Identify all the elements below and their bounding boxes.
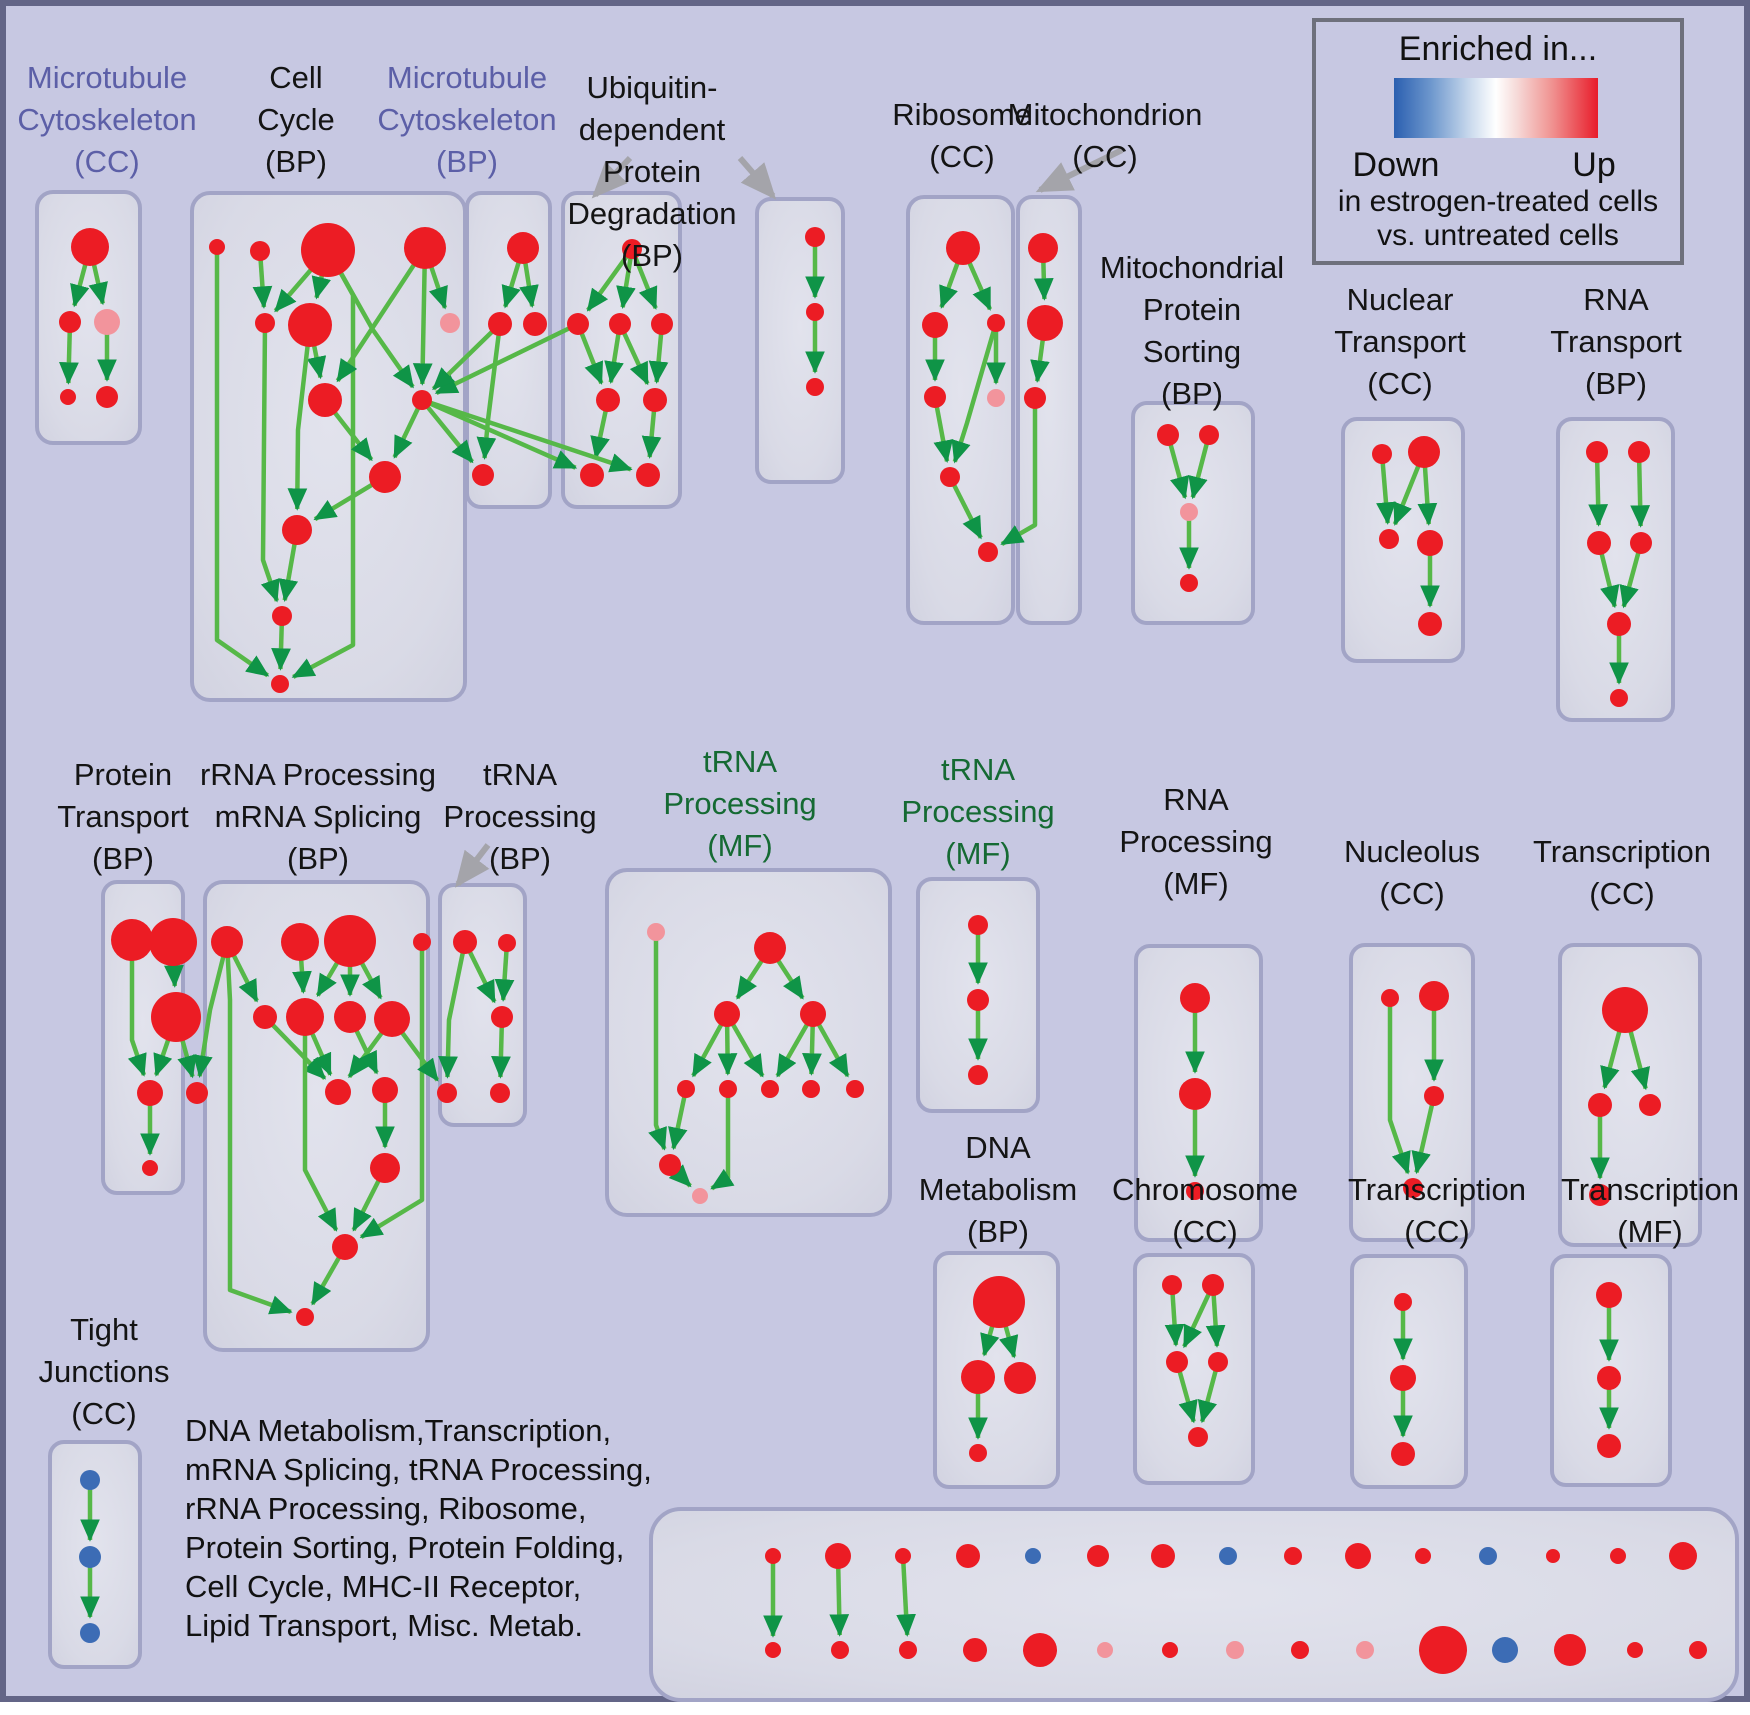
go-term-node-ubiquitin-degradation-bp-1-5 <box>643 388 667 412</box>
go-term-node-cell-cycle-bp-12 <box>271 675 289 693</box>
go-term-node-trna-processing-bp-0 <box>453 930 477 954</box>
go-term-node-misc-terms-box-25 <box>1419 1626 1467 1674</box>
legend-up-label: Up <box>1572 146 1616 184</box>
go-term-node-microtubule-cytoskeleton-cc-3 <box>60 389 76 405</box>
go-term-node-misc-terms-box-1 <box>825 1543 851 1569</box>
go-term-node-misc-terms-box-21 <box>1162 1642 1178 1658</box>
cluster-label-line: Transcription <box>1560 1172 1740 1207</box>
go-term-node-misc-terms-box-26 <box>1492 1637 1518 1663</box>
go-term-node-misc-terms-box-16 <box>831 1641 849 1659</box>
go-term-node-chromosome-cc-1 <box>1202 1274 1224 1296</box>
go-term-node-ribosome-cc-2 <box>987 314 1005 332</box>
cluster-box-microtubule-cytoskeleton-bp <box>467 193 550 507</box>
go-term-node-microtubule-cytoskeleton-cc-2 <box>94 309 120 335</box>
go-term-node-microtubule-cytoskeleton-bp-0 <box>507 232 539 264</box>
edge-arrow-rna-transport-bp <box>1639 452 1641 526</box>
go-term-node-transcription-mf-2 <box>1597 1434 1621 1458</box>
cluster-label-line: (MF) <box>707 828 773 863</box>
go-term-node-ubiquitin-degradation-bp-1-6 <box>580 463 604 487</box>
go-term-node-trna-processing-mf-large-6 <box>761 1080 779 1098</box>
go-term-node-misc-terms-box-29 <box>1689 1641 1707 1659</box>
go-term-node-trna-processing-bp-3 <box>437 1083 457 1103</box>
go-term-node-ubiquitin-degradation-bp-2-2 <box>806 378 824 396</box>
go-term-node-misc-terms-box-24 <box>1356 1641 1374 1659</box>
go-term-node-rrna-processing-mrna-splicing-bp-7 <box>374 1001 410 1037</box>
cluster-label-line: Microtubule <box>386 60 548 95</box>
cluster-label-line: Protein <box>602 154 702 189</box>
go-term-node-trna-processing-mf-large-9 <box>659 1154 681 1176</box>
go-term-node-ribosome-cc-1 <box>922 312 948 338</box>
go-term-node-rrna-processing-mrna-splicing-bp-11 <box>370 1153 400 1183</box>
cluster-label-line: Nucleolus <box>1343 834 1481 869</box>
go-term-node-chromosome-cc-2 <box>1166 1351 1188 1373</box>
go-term-node-tight-junctions-cc-1 <box>79 1546 101 1568</box>
go-term-node-trna-processing-mf-small-1 <box>967 989 989 1011</box>
legend-caption-line2: vs. untreated cells <box>1377 219 1619 252</box>
go-term-node-transcription-cc-lower-2 <box>1391 1442 1415 1466</box>
go-term-node-mitochondrion-cc-1 <box>1027 305 1063 341</box>
misc-terms-note <box>185 1411 652 1645</box>
go-term-node-nucleolus-cc-1 <box>1419 981 1449 1011</box>
go-term-node-tight-junctions-cc-0 <box>80 1470 100 1490</box>
cluster-label-line: Mitochondrion <box>1007 97 1203 132</box>
cluster-label-line: (BP) <box>1584 366 1647 401</box>
go-term-node-misc-terms-box-28 <box>1627 1642 1643 1658</box>
go-term-node-misc-terms-box-0 <box>765 1548 781 1564</box>
legend-down-label: Down <box>1352 146 1440 184</box>
go-term-node-rrna-processing-mrna-splicing-bp-2 <box>324 915 376 967</box>
go-term-node-rrna-processing-mrna-splicing-bp-3 <box>413 933 431 951</box>
cluster-label-line: Ribosome <box>892 97 1032 132</box>
go-term-node-dna-metabolism-bp-3 <box>969 1444 987 1462</box>
cluster-box-ubiquitin-degradation-bp-2 <box>757 199 843 482</box>
cluster-label-line: Processing <box>1119 824 1273 859</box>
go-term-node-trna-processing-mf-large-3 <box>800 1001 826 1027</box>
cluster-label-line: (BP) <box>91 841 154 876</box>
cluster-label-line: Processing <box>901 794 1055 829</box>
cluster-label-line: Ubiquitin- <box>586 70 718 105</box>
cluster-label-line: tRNA <box>702 744 778 779</box>
cluster-label-line: (MF) <box>945 836 1011 871</box>
go-term-node-nuclear-transport-cc-2 <box>1379 529 1399 549</box>
cluster-label-line: Cell <box>269 60 323 95</box>
go-term-node-rrna-processing-mrna-splicing-bp-9 <box>325 1079 351 1105</box>
cluster-label-line: rRNA Processing <box>199 757 437 792</box>
cluster-label-line: (BP) <box>488 841 551 876</box>
cluster-label-line: (BP) <box>621 238 683 273</box>
cluster-label-line: RNA <box>1583 282 1649 317</box>
go-term-node-mitochondrial-protein-sorting-bp-3 <box>1180 574 1198 592</box>
cluster-label-line: (CC) <box>1072 139 1138 174</box>
go-term-node-rna-processing-mf-2 <box>1186 1182 1204 1200</box>
cluster-label-line: (CC) <box>71 1396 137 1431</box>
go-term-node-cell-cycle-bp-10 <box>282 515 312 545</box>
go-term-node-transcription-cc-upper-3 <box>1589 1184 1611 1206</box>
go-term-node-rrna-processing-mrna-splicing-bp-5 <box>286 998 324 1036</box>
cluster-label-line: Mitochondrial <box>1099 250 1285 285</box>
go-term-node-protein-transport-bp-1 <box>149 918 197 966</box>
legend-title: Enriched in... <box>1398 30 1598 68</box>
go-term-node-cell-cycle-bp-6 <box>440 313 460 333</box>
cluster-label-line: dependent <box>578 112 726 147</box>
cluster-label-line: Cycle <box>257 102 335 137</box>
go-term-node-misc-terms-box-18 <box>963 1638 987 1662</box>
go-term-node-trna-processing-bp-1 <box>498 934 516 952</box>
cluster-label-line: Transport <box>1334 324 1466 359</box>
cluster-label-line: (CC) <box>74 144 140 179</box>
cluster-label-line: Microtubule <box>26 60 188 95</box>
cluster-label-line: (MF) <box>1617 1214 1683 1249</box>
go-term-node-microtubule-cytoskeleton-cc-1 <box>59 311 81 333</box>
cluster-label-line: Sorting <box>1142 334 1242 369</box>
cluster-label-line: Processing <box>443 799 597 834</box>
go-term-node-ubiquitin-degradation-bp-1-3 <box>651 313 673 335</box>
go-term-node-rrna-processing-mrna-splicing-bp-8 <box>186 1082 208 1104</box>
go-term-node-chromosome-cc-3 <box>1208 1352 1228 1372</box>
go-term-node-trna-processing-mf-large-4 <box>677 1080 695 1098</box>
go-term-node-rna-transport-bp-0 <box>1586 441 1608 463</box>
go-term-node-ubiquitin-degradation-bp-1-4 <box>596 388 620 412</box>
go-term-node-transcription-mf-0 <box>1596 1282 1622 1308</box>
cluster-label-line: Transcription <box>1347 1172 1527 1207</box>
misc-note-line: rRNA Processing, Ribosome, <box>185 1491 587 1526</box>
cluster-label-line: (CC) <box>1367 366 1433 401</box>
go-term-node-rna-transport-bp-3 <box>1630 532 1652 554</box>
go-term-node-misc-terms-box-9 <box>1345 1543 1371 1569</box>
cluster-label-line: Cytoskeleton <box>377 102 557 137</box>
cluster-label-line: Transcription <box>1532 834 1712 869</box>
go-term-node-trna-processing-mf-large-7 <box>802 1080 820 1098</box>
go-term-node-mitochondrial-protein-sorting-bp-0 <box>1157 424 1179 446</box>
go-term-node-trna-processing-mf-large-10 <box>692 1188 708 1204</box>
go-term-node-protein-transport-bp-0 <box>111 919 153 961</box>
go-term-node-protein-transport-bp-2 <box>151 992 201 1042</box>
legend-gradient-bar <box>1394 78 1598 138</box>
go-term-node-nucleolus-cc-0 <box>1381 989 1399 1007</box>
annotation-arrow-to-trna-bp-box <box>458 845 488 884</box>
cluster-label-line: tRNA <box>482 757 558 792</box>
go-term-node-nuclear-transport-cc-4 <box>1418 612 1442 636</box>
cluster-label-line: (MF) <box>1163 866 1229 901</box>
go-term-node-misc-terms-box-2 <box>895 1548 911 1564</box>
go-term-node-ubiquitin-degradation-bp-2-1 <box>806 303 824 321</box>
cluster-box-trna-processing-mf-large <box>607 870 890 1215</box>
go-term-node-microtubule-cytoskeleton-bp-3 <box>472 464 494 486</box>
go-term-node-cell-cycle-bp-7 <box>308 383 342 417</box>
cluster-label-line: Metabolism <box>918 1172 1078 1207</box>
cluster-box-nuclear-transport-cc <box>1343 419 1463 661</box>
misc-note-line: Protein Sorting, Protein Folding, <box>185 1530 625 1565</box>
annotation-arrow-to-ubdeg-right-box <box>740 158 773 196</box>
go-term-node-trna-processing-mf-small-0 <box>968 915 988 935</box>
misc-note-line: Cell Cycle, MHC-II Receptor, <box>185 1569 582 1604</box>
cluster-label-line: (CC) <box>1172 1214 1238 1249</box>
go-term-node-cell-cycle-bp-0 <box>209 239 225 255</box>
go-term-node-misc-terms-box-15 <box>765 1642 781 1658</box>
go-term-node-nucleolus-cc-3 <box>1403 1178 1423 1198</box>
go-term-node-trna-processing-mf-large-1 <box>754 932 786 964</box>
go-term-node-cell-cycle-bp-5 <box>288 303 332 347</box>
annotation-arrow-to-mitochondrion-box <box>1040 150 1122 190</box>
go-term-node-microtubule-cytoskeleton-cc-4 <box>96 386 118 408</box>
go-term-node-misc-terms-box-27 <box>1554 1634 1586 1666</box>
go-term-node-dna-metabolism-bp-0 <box>973 1276 1025 1328</box>
go-term-node-misc-terms-box-17 <box>899 1641 917 1659</box>
go-term-node-cell-cycle-bp-3 <box>404 227 446 269</box>
go-term-node-cell-cycle-bp-4 <box>255 313 275 333</box>
cluster-label-line: DNA <box>965 1130 1031 1165</box>
go-term-node-mitochondrion-cc-2 <box>1024 387 1046 409</box>
cluster-box-misc-terms-box <box>651 1509 1737 1700</box>
go-term-node-trna-processing-mf-large-8 <box>846 1080 864 1098</box>
cluster-box-chromosome-cc <box>1135 1255 1253 1483</box>
cluster-label-line: Protein <box>73 757 173 792</box>
go-term-node-ubiquitin-degradation-bp-1-2 <box>609 313 631 335</box>
go-term-node-cell-cycle-bp-8 <box>412 390 432 410</box>
go-term-node-misc-terms-box-13 <box>1610 1548 1626 1564</box>
go-term-node-rna-transport-bp-5 <box>1610 689 1628 707</box>
go-term-node-rna-transport-bp-1 <box>1628 441 1650 463</box>
cluster-label-line: (CC) <box>929 139 995 174</box>
go-term-node-misc-terms-box-3 <box>956 1544 980 1568</box>
go-term-node-misc-terms-box-7 <box>1219 1547 1237 1565</box>
cluster-label-line: Chromosome <box>1111 1172 1299 1207</box>
misc-note-line: Lipid Transport, Misc. Metab. <box>185 1608 583 1643</box>
misc-note-line: mRNA Splicing, tRNA Processing, <box>185 1452 652 1487</box>
cluster-label-line: Degradation <box>567 196 737 231</box>
cluster-label-line: (BP) <box>967 1214 1029 1249</box>
go-term-node-transcription-cc-lower-1 <box>1390 1365 1416 1391</box>
go-term-node-chromosome-cc-0 <box>1162 1275 1182 1295</box>
go-term-node-cell-cycle-bp-11 <box>272 606 292 626</box>
go-term-node-trna-processing-bp-4 <box>490 1083 510 1103</box>
cluster-label-line: Nuclear <box>1346 282 1454 317</box>
go-term-node-nuclear-transport-cc-0 <box>1372 444 1392 464</box>
go-term-node-cell-cycle-bp-2 <box>301 223 355 277</box>
go-term-node-rrna-processing-mrna-splicing-bp-13 <box>296 1308 314 1326</box>
go-term-node-rna-processing-mf-1 <box>1179 1078 1211 1110</box>
cluster-box-ubiquitin-degradation-bp-1 <box>563 193 680 507</box>
go-term-node-rna-transport-bp-4 <box>1607 612 1631 636</box>
go-term-node-trna-processing-mf-large-2 <box>714 1001 740 1027</box>
go-term-node-mitochondrial-protein-sorting-bp-2 <box>1180 503 1198 521</box>
go-term-node-trna-processing-mf-large-5 <box>719 1080 737 1098</box>
cluster-label-line: (CC) <box>1379 876 1445 911</box>
go-term-node-rna-transport-bp-2 <box>1587 531 1611 555</box>
cluster-label-line: Processing <box>663 786 817 821</box>
go-term-node-trna-processing-mf-small-2 <box>968 1065 988 1085</box>
cluster-label-line: (BP) <box>1161 376 1223 411</box>
go-term-node-misc-terms-box-8 <box>1284 1547 1302 1565</box>
go-term-node-nuclear-transport-cc-3 <box>1417 530 1443 556</box>
go-term-node-chromosome-cc-4 <box>1188 1427 1208 1447</box>
cluster-label-line: tRNA <box>940 752 1016 787</box>
go-term-node-cell-cycle-bp-9 <box>369 461 401 493</box>
go-term-node-rrna-processing-mrna-splicing-bp-4 <box>253 1005 277 1029</box>
go-term-node-transcription-mf-1 <box>1597 1366 1621 1390</box>
go-term-node-tight-junctions-cc-2 <box>80 1623 100 1643</box>
go-term-node-misc-terms-box-10 <box>1415 1548 1431 1564</box>
go-term-node-rrna-processing-mrna-splicing-bp-1 <box>281 923 319 961</box>
go-term-node-dna-metabolism-bp-1 <box>961 1360 995 1394</box>
go-term-node-microtubule-cytoskeleton-bp-2 <box>523 312 547 336</box>
go-term-node-transcription-cc-upper-0 <box>1602 987 1648 1033</box>
go-term-node-ubiquitin-degradation-bp-1-0 <box>622 239 642 259</box>
go-term-node-misc-terms-box-23 <box>1291 1641 1309 1659</box>
go-term-node-transcription-cc-lower-0 <box>1394 1293 1412 1311</box>
cluster-label-line: Transport <box>1550 324 1682 359</box>
cluster-label-line: (BP) <box>287 841 349 876</box>
go-term-node-trna-processing-bp-2 <box>491 1006 513 1028</box>
go-term-node-rrna-processing-mrna-splicing-bp-10 <box>372 1077 398 1103</box>
cluster-label-line: Cytoskeleton <box>17 102 197 137</box>
cluster-label-line: Transport <box>57 799 189 834</box>
cluster-label-line: (CC) <box>1404 1214 1470 1249</box>
go-term-node-microtubule-cytoskeleton-bp-1 <box>488 312 512 336</box>
go-term-node-misc-terms-box-11 <box>1479 1547 1497 1565</box>
go-term-node-cell-cycle-bp-1 <box>250 241 270 261</box>
go-term-node-ubiquitin-degradation-bp-2-0 <box>805 227 825 247</box>
legend-caption-line1: in estrogen-treated cells <box>1337 185 1659 218</box>
go-term-node-misc-terms-box-20 <box>1097 1642 1113 1658</box>
go-term-node-rrna-processing-mrna-splicing-bp-6 <box>334 1001 366 1033</box>
go-term-node-misc-terms-box-6 <box>1151 1544 1175 1568</box>
go-term-node-dna-metabolism-bp-2 <box>1004 1362 1036 1394</box>
cluster-label-line: (CC) <box>1589 876 1655 911</box>
cluster-box-rna-transport-bp <box>1558 419 1673 720</box>
go-term-node-mitochondrion-cc-0 <box>1028 233 1058 263</box>
go-term-node-ubiquitin-degradation-bp-1-1 <box>567 313 589 335</box>
go-term-node-rna-processing-mf-0 <box>1180 983 1210 1013</box>
go-term-node-misc-terms-box-22 <box>1226 1641 1244 1659</box>
go-term-node-mitochondrial-protein-sorting-bp-1 <box>1199 425 1219 445</box>
go-term-node-misc-terms-box-4 <box>1025 1548 1041 1564</box>
cluster-label-line: RNA <box>1163 782 1229 817</box>
color-legend <box>1312 18 1684 265</box>
go-term-node-ribosome-cc-5 <box>940 467 960 487</box>
go-term-node-ribosome-cc-3 <box>924 386 946 408</box>
go-term-node-misc-terms-box-12 <box>1546 1549 1560 1563</box>
go-term-node-ribosome-cc-4 <box>987 389 1005 407</box>
go-term-node-transcription-cc-upper-2 <box>1639 1094 1661 1116</box>
go-term-node-transcription-cc-upper-1 <box>1588 1093 1612 1117</box>
go-term-node-nuclear-transport-cc-1 <box>1408 436 1440 468</box>
annotation-arrow-to-ubdeg-left-box <box>595 158 630 195</box>
cluster-label-line: Junctions <box>38 1354 170 1389</box>
go-term-node-protein-transport-bp-4 <box>142 1160 158 1176</box>
go-term-node-trna-processing-mf-large-0 <box>647 923 665 941</box>
cluster-label-line: (BP) <box>264 144 327 179</box>
cluster-label-line: mRNA Splicing <box>214 799 422 834</box>
cluster-label-line: (BP) <box>436 144 498 179</box>
go-term-node-nucleolus-cc-2 <box>1424 1086 1444 1106</box>
misc-note-line: DNA Metabolism,Transcription, <box>185 1413 612 1448</box>
cluster-label-line: Tight <box>70 1312 138 1347</box>
go-term-node-ubiquitin-degradation-bp-1-7 <box>636 463 660 487</box>
go-term-node-misc-terms-box-5 <box>1087 1545 1109 1567</box>
go-term-node-protein-transport-bp-3 <box>137 1080 163 1106</box>
go-term-node-rrna-processing-mrna-splicing-bp-0 <box>211 926 243 958</box>
go-term-node-microtubule-cytoskeleton-cc-0 <box>71 228 109 266</box>
go-term-node-ribosome-cc-6 <box>978 542 998 562</box>
go-term-node-misc-terms-box-19 <box>1023 1633 1057 1667</box>
go-term-node-ribosome-cc-0 <box>946 231 980 265</box>
cluster-label-line: Protein <box>1142 292 1242 327</box>
go-term-node-rrna-processing-mrna-splicing-bp-12 <box>332 1234 358 1260</box>
go-term-node-misc-terms-box-14 <box>1669 1542 1697 1570</box>
